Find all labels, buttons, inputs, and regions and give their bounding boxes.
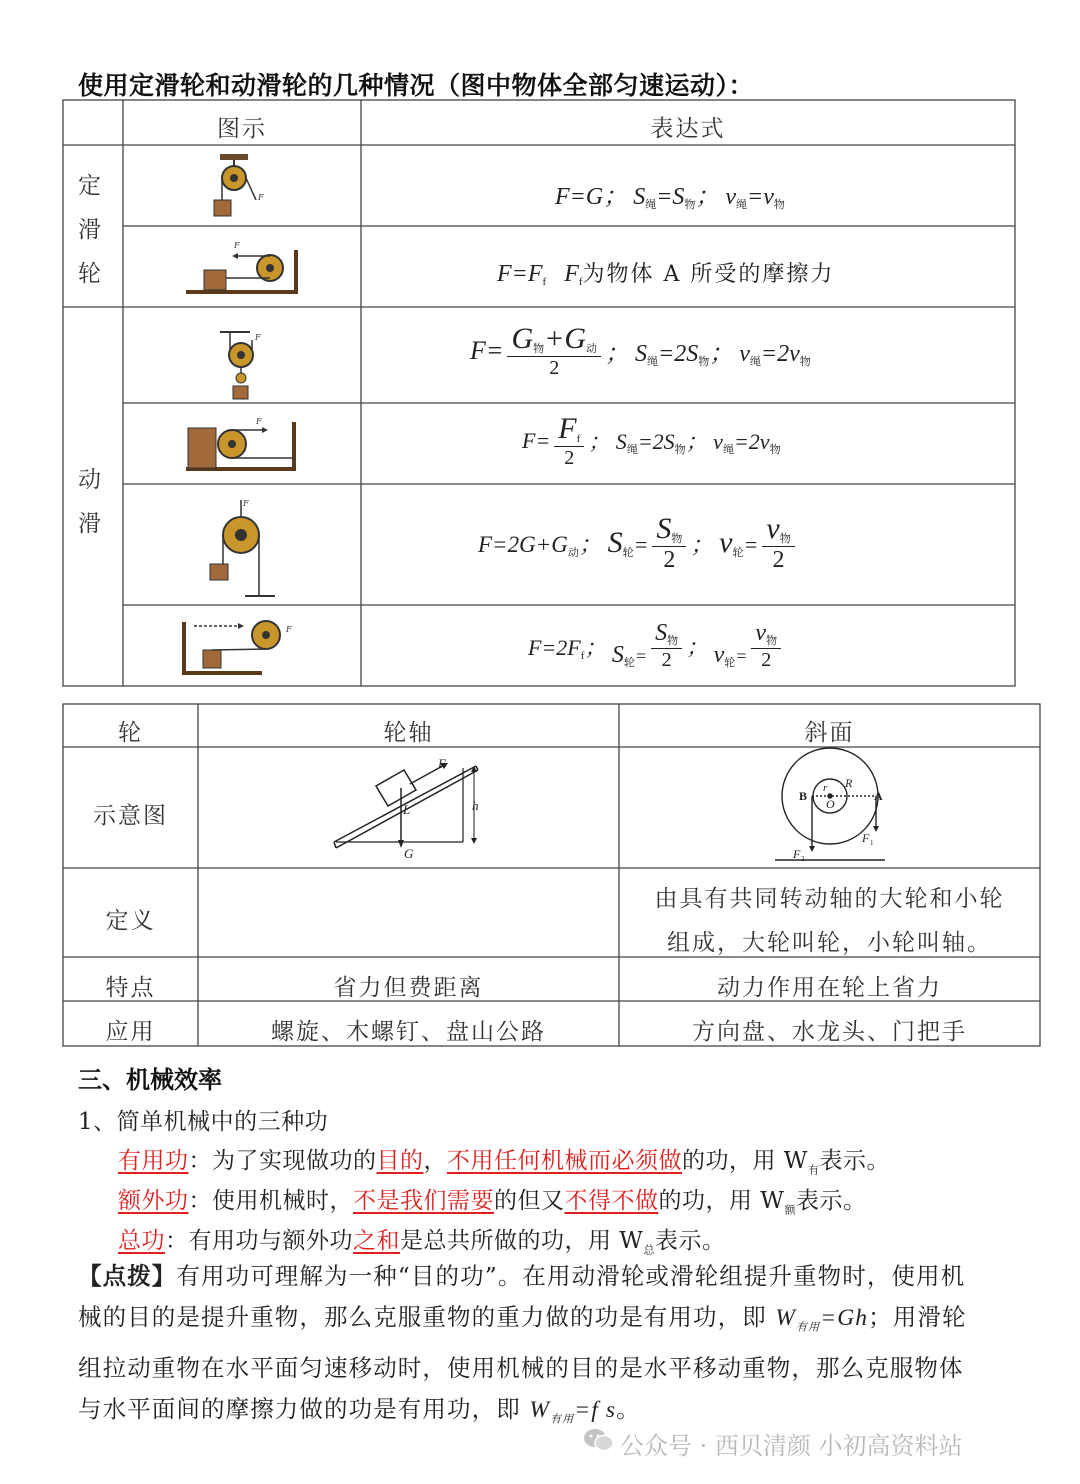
- sub-object: 物: [674, 444, 686, 456]
- wheel-label-r-small: r: [823, 782, 828, 794]
- useful-text-c: ，: [423, 1148, 447, 1174]
- v-eq-2v: =2v: [760, 341, 800, 367]
- sub-rope: 绳: [645, 199, 657, 211]
- sub-dyn: 动: [567, 547, 579, 559]
- t2-header-wheel-axle: 轮轴: [383, 720, 434, 746]
- svg-text:F: F: [286, 625, 292, 634]
- t2-row-label-feature: 特点: [105, 975, 156, 1001]
- movable-pulley-reversed-diagram: [182, 621, 292, 674]
- sub-f: f: [542, 276, 547, 288]
- f-eq: F=: [522, 428, 551, 453]
- s-text: ； S: [588, 429, 627, 454]
- sub-wheel: 轮: [622, 547, 634, 559]
- v-text: ； v: [709, 341, 750, 367]
- t2-feature-wheel-axle: 省力但费距离: [333, 975, 484, 1001]
- useful-text-f: 表示。: [819, 1148, 890, 1174]
- denominator: 2: [549, 357, 560, 379]
- fraction-g: [507, 322, 601, 380]
- extra-text-e: 的功，用 W: [658, 1188, 785, 1214]
- svg-text:F: F: [256, 417, 262, 426]
- sub-object-v: 物: [769, 444, 781, 456]
- semicolon-2: ；: [690, 532, 714, 558]
- formula-row-5: $F=2G+G_动$； $S_轮=$ $\frac{S_物}{2}$ ； $v_轮=$ $\frac{v_物}{2}$: [478, 512, 799, 574]
- tip-text-2b: ；用滑轮: [868, 1303, 967, 1331]
- denominator: 2: [661, 649, 672, 671]
- fraction-s: [652, 512, 686, 574]
- v-text: v: [719, 526, 733, 559]
- f-eq: F=: [470, 336, 504, 365]
- tip-text-4a: 与水平面间的摩擦力做的功是有用功，即: [78, 1394, 530, 1423]
- useful-text-b: 目的: [376, 1148, 424, 1174]
- tip-w-sub: 有用: [796, 1320, 821, 1334]
- page-heading: 使用定滑轮和动滑轮的几种情况（图中物体全部匀速运动）：: [78, 71, 755, 100]
- fixed-pulley-horizontal-diagram: [186, 241, 298, 293]
- tip-label: 【点拨】: [78, 1262, 177, 1290]
- svg-text:F: F: [255, 333, 261, 342]
- extra-text-c: 的但又: [494, 1188, 565, 1214]
- col-header-formula: 表达式: [650, 116, 726, 142]
- total-text-d: 表示。: [654, 1228, 726, 1254]
- formula-row-4: [522, 412, 781, 470]
- tip-gh: =Gh: [820, 1305, 869, 1331]
- s-num: S: [656, 512, 672, 545]
- s-eq-text: =S: [656, 184, 685, 210]
- t2-header-incline: 斜面: [804, 720, 855, 746]
- s-eq-2s: =2S: [637, 429, 675, 454]
- ff-num: F: [558, 412, 577, 445]
- equals: =: [633, 532, 649, 557]
- svg-text:F: F: [243, 499, 249, 508]
- semicolon: ；: [578, 532, 602, 557]
- sub-object: 物: [671, 533, 683, 545]
- movable-pulley-label: [78, 458, 108, 546]
- formula-row-2: [497, 257, 834, 288]
- t2-app-incline: 方向盘、水龙头、门把手: [692, 1019, 967, 1045]
- v-text: v: [725, 184, 737, 210]
- fraction-s: [651, 620, 682, 672]
- total-work-term: 总功: [118, 1228, 165, 1254]
- tip-line-1: [78, 1256, 1058, 1297]
- extra-text-d: 不得不做: [564, 1188, 659, 1214]
- tip-line-3: [78, 1348, 1058, 1389]
- incline-label-f: F: [438, 756, 446, 771]
- f-eq-2g: F=2G+G: [478, 532, 568, 557]
- sub-object-v: 物: [773, 199, 785, 211]
- sub-object: 物: [698, 356, 710, 368]
- f-eq-ff: F=F: [497, 261, 543, 287]
- sub-wheel-v: 轮: [732, 547, 744, 559]
- sub-wheel-v: 轮: [724, 657, 736, 669]
- sub-wheel: 轮: [623, 657, 635, 669]
- fixed-pulley-label-text: 定滑轮: [78, 173, 101, 287]
- formula-row-6: $F=2F_f$； $S_轮=$ $\frac{S_物}{2}$ ； $v_轮=$ $\frac{v_物}{2}$: [528, 620, 785, 672]
- semicolon-2: ；: [686, 634, 709, 660]
- fixed-pulley-lift-diagram: [214, 154, 264, 216]
- fraction-ff: [554, 412, 584, 470]
- svg-text:F: F: [234, 241, 240, 250]
- s-eq-2s: =2S: [658, 341, 699, 367]
- useful-text-d: 不用任何机械而必须做: [447, 1148, 682, 1174]
- extra-work-term: 额外功: [118, 1188, 189, 1214]
- tip-fs: =f s: [574, 1396, 617, 1423]
- sub-object-v: 物: [766, 635, 778, 647]
- movable-pulley-lift-diagram: [220, 332, 261, 399]
- tip-paragraph: [78, 1256, 1058, 1439]
- extra-text-f: 表示。: [795, 1188, 867, 1214]
- total-sub: 总: [643, 1243, 655, 1257]
- equals: =: [634, 646, 648, 666]
- incline-label-l: L: [403, 802, 411, 817]
- extra-sub: 额: [784, 1203, 796, 1217]
- tip-text-3: 组拉动重物在水平面匀速移动时，使用机械的目的是水平移动重物，那么克服物体: [78, 1353, 964, 1382]
- tip-text-1: 有用功可理解为一种“目的功”。在用动滑轮或滑轮组提升重物时，使用机: [176, 1262, 966, 1290]
- tip-line-2: [78, 1297, 1058, 1348]
- useful-text-a: ：为了实现做功的: [188, 1148, 377, 1174]
- useful-work-line: [118, 1142, 890, 1178]
- semicolon: ；: [584, 634, 607, 660]
- denominator: 2: [564, 447, 575, 469]
- t2-header-wheel: 轮: [118, 720, 143, 746]
- denominator: 2: [663, 547, 676, 573]
- incline-label-g: G: [404, 846, 414, 861]
- v-num: v: [755, 620, 767, 646]
- tip-text-2a: 械的目的是提升重物，那么克服重物的重力做的功是有用功，即: [78, 1303, 776, 1331]
- wechat-icon: [582, 1426, 616, 1454]
- extra-text-b: 不是我们需要: [353, 1188, 494, 1214]
- f-eq-2ff: F=2F: [528, 634, 581, 660]
- incline-label-h: h: [472, 798, 479, 813]
- total-text-b: 之和: [353, 1228, 400, 1254]
- denominator-2: 2: [761, 649, 772, 671]
- section-title: 三、机械效率: [78, 1066, 222, 1094]
- section-item-1: 1、简单机械中的三种功: [78, 1109, 329, 1135]
- watermark-text: 公众号 · 西贝清颜 小初高资料站: [620, 1432, 963, 1460]
- fixed-pulley-label: [78, 164, 108, 296]
- wheel-label-r-big: R: [845, 776, 853, 790]
- wheel-label-f2: F: [793, 847, 801, 861]
- sub-object: 物: [667, 635, 679, 647]
- extra-text-a: ：使用机械时，: [188, 1188, 353, 1214]
- useful-work-term: 有用功: [118, 1148, 189, 1174]
- t2-def-incline-line1: 由具有共同转动轴的大轮和小轮: [654, 886, 1005, 912]
- sub-dyn: 动: [586, 343, 598, 355]
- formula-row-3: [470, 322, 811, 380]
- movable-pulley-inverted-diagram: [210, 499, 275, 596]
- sub-f: f: [580, 649, 585, 662]
- sub-rope-v: 绳: [736, 199, 748, 211]
- useful-sub: 有: [807, 1163, 820, 1177]
- sub-object: 物: [684, 199, 696, 211]
- v-num: v: [766, 512, 780, 545]
- col-header-diagram: 图示: [217, 116, 267, 142]
- wheel-label-a: A: [874, 789, 883, 803]
- denominator-2: 2: [772, 547, 785, 573]
- sub-rope-v: 绳: [722, 444, 734, 456]
- g-dyn: +G: [544, 322, 587, 355]
- s-text: S: [611, 642, 624, 668]
- friction-description: 为物体 A 所受的摩擦力: [582, 262, 835, 287]
- t2-def-incline-line2: 组成，大轮叫轮，小轮叫轴。: [667, 930, 992, 956]
- t2-row-label-diagram: 示意图: [93, 803, 168, 829]
- ff-text: F: [564, 261, 579, 287]
- sub-rope: 绳: [626, 444, 638, 456]
- sub-rope: 绳: [647, 356, 659, 368]
- s-text: S: [633, 184, 646, 210]
- t2-app-wheel-axle: 螺旋、木螺钉、盘山公路: [271, 1019, 546, 1045]
- formula-row-1: [555, 176, 785, 212]
- g-obj: G: [511, 322, 534, 355]
- fraction-v: [751, 620, 781, 672]
- tip-w-2: W: [529, 1396, 551, 1423]
- tip-w-sub-2: 有用: [550, 1412, 575, 1426]
- sub-object-v: 物: [799, 356, 811, 368]
- t2-row-label-definition: 定义: [105, 908, 156, 934]
- total-text-a: ：有用功与额外功: [165, 1228, 353, 1254]
- useful-text-e: 的功，用 W: [682, 1148, 808, 1174]
- sub-f-2: f: [578, 276, 583, 288]
- v-eq-2v: =2v: [733, 429, 770, 454]
- v-text: ； v: [685, 429, 723, 454]
- total-work-line: [118, 1222, 725, 1258]
- total-text-c: 是总共所做的功，用 W: [400, 1228, 644, 1254]
- tip-text-4b: 。: [616, 1394, 641, 1423]
- wheel-label-f1-sub: 1: [870, 839, 874, 847]
- extra-work-line: [118, 1182, 866, 1218]
- v-text: v: [713, 642, 725, 668]
- f-text: F=G；: [555, 184, 628, 210]
- v-eq-text: =v: [747, 184, 774, 210]
- wheel-label-b: B: [799, 789, 808, 803]
- movable-pulley-label-text: 动滑: [78, 467, 101, 537]
- t2-feature-incline: 动力作用在轮上省力: [717, 975, 942, 1001]
- tip-w: W: [775, 1305, 797, 1331]
- movable-pulley-horizontal-diagram: [186, 417, 296, 470]
- fraction-v: [762, 512, 794, 574]
- s-text: S: [607, 526, 623, 559]
- wheel-label-o: O: [826, 797, 835, 811]
- sub-object-v: 物: [779, 533, 791, 545]
- sub-obj: 物: [533, 343, 545, 355]
- s-num: S: [655, 620, 668, 646]
- t2-row-label-application: 应用: [105, 1019, 156, 1045]
- wheel-label-f1: F: [862, 831, 870, 845]
- wheel-label-f2-sub: 2: [801, 855, 805, 863]
- s-text: ； S: [605, 341, 648, 367]
- svg-text:F: F: [258, 193, 264, 202]
- sub-f: f: [576, 433, 581, 445]
- semicolon: ；: [695, 184, 720, 210]
- sub-rope-v: 绳: [749, 356, 761, 368]
